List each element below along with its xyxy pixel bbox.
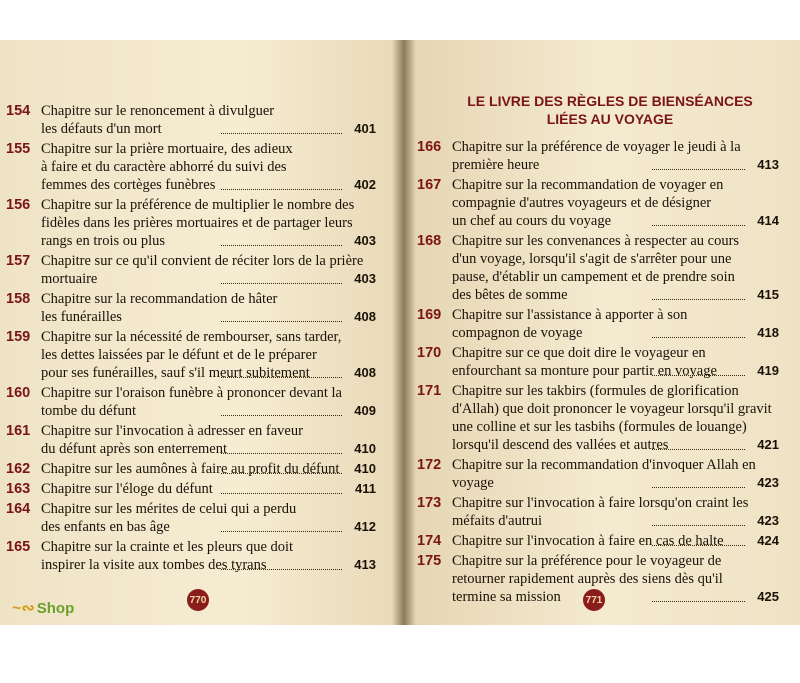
- entry-page-number: 425: [757, 589, 779, 604]
- entry-page-number: 413: [757, 157, 779, 172]
- entry-text-line: des bêtes de somme: [452, 287, 568, 303]
- entry-number: 163: [6, 481, 31, 497]
- entry-text-line: Chapitre sur l'invocation à faire en cas de halte: [452, 533, 724, 549]
- entry-page-number: 419: [757, 363, 779, 378]
- toc-entry: [6, 140, 376, 194]
- entry-page-number: 403: [354, 233, 376, 248]
- leader-dots: [221, 283, 342, 284]
- toc-entry: [6, 196, 376, 250]
- entry-text-line: Chapitre sur l'éloge du défunt: [41, 481, 213, 497]
- entry-number: 174: [417, 533, 442, 549]
- right-page: [405, 40, 800, 625]
- leader-dots: [652, 337, 745, 338]
- entry-number: 158: [6, 291, 31, 307]
- left-page: [0, 40, 400, 625]
- entry-text-line: des enfants en bas âge: [41, 519, 170, 535]
- leader-dots: [652, 225, 745, 226]
- entry-number: 164: [6, 501, 31, 517]
- entry-page-number: 402: [354, 177, 376, 192]
- entry-page-number: 408: [354, 309, 376, 324]
- entry-text-line: Chapitre sur la recommandation de voyager en: [452, 177, 724, 193]
- entry-text-line: femmes des cortèges funèbres: [41, 177, 216, 193]
- entry-page-number: 408: [354, 365, 376, 380]
- entry-page-number: 418: [757, 325, 779, 340]
- entry-number: 172: [417, 457, 442, 473]
- entry-text-line: Chapitre sur les mérites de celui qui a perdu: [41, 501, 297, 517]
- toc-entry: [6, 480, 376, 498]
- entry-text-line: Chapitre sur l'invocation à adresser en faveur: [41, 423, 303, 439]
- entry-text-line: première heure: [452, 157, 540, 173]
- toc-entry: [6, 422, 376, 458]
- entry-number: 154: [6, 103, 31, 119]
- toc-entry: [6, 538, 376, 574]
- leader-dots: [652, 601, 745, 602]
- leader-dots: [652, 169, 745, 170]
- toc-entry: [417, 344, 779, 380]
- toc-entry: [6, 460, 376, 478]
- entry-number: 166: [417, 139, 442, 155]
- entry-text-line: compagnon de voyage: [452, 325, 583, 341]
- entry-text-line: tombe du défunt: [41, 403, 137, 419]
- leader-dots: [221, 377, 342, 378]
- entry-page-number: 403: [354, 271, 376, 286]
- entry-text-line: Chapitre sur la préférence de multiplier le nombre des: [41, 197, 355, 213]
- toc-entry: [417, 456, 779, 492]
- toc-entry: [6, 290, 376, 326]
- toc-entry: [417, 306, 779, 342]
- folio-left: 770: [187, 589, 209, 611]
- entry-number: 156: [6, 197, 31, 213]
- leader-dots: [221, 569, 342, 570]
- entry-text-line: Chapitre sur les convenances à respecter au cours: [452, 233, 740, 249]
- entry-page-number: 423: [757, 513, 779, 528]
- entry-text-line: Chapitre sur le renoncement à divulguer: [41, 103, 275, 119]
- entry-page-number: 423: [757, 475, 779, 490]
- leader-dots: [652, 375, 745, 376]
- entry-page-number: 409: [354, 403, 376, 418]
- leader-dots: [221, 493, 342, 494]
- leader-dots: [221, 133, 342, 134]
- toc-entry: [417, 494, 779, 530]
- toc-entry: [417, 382, 779, 454]
- toc-entry: [6, 328, 376, 382]
- entry-text-line: retourner rapidement auprès des siens dès qu'il: [452, 571, 723, 587]
- entry-text-line: Chapitre sur la préférence de voyager le jeudi à la: [452, 139, 741, 155]
- leader-dots: [652, 525, 745, 526]
- entry-text-line: d'un voyage, lorsqu'il s'agit de s'arrêter pour une: [452, 251, 732, 267]
- section-heading: [445, 92, 775, 128]
- entry-number: 159: [6, 329, 31, 345]
- logo-text: Shop: [36, 600, 75, 617]
- book-spread: [0, 40, 800, 625]
- entry-text-line: Chapitre sur l'invocation à faire lorsqu'on craint les: [452, 495, 749, 511]
- toc-entry: [417, 232, 779, 304]
- entry-text-line: termine sa mission: [452, 589, 561, 605]
- entry-page-number: 421: [757, 437, 779, 452]
- entry-text-line: pour ses funérailles, sauf s'il meurt subitement: [41, 365, 310, 381]
- leader-dots: [221, 189, 342, 190]
- entry-page-number: 414: [757, 213, 779, 228]
- entry-text-line: Chapitre sur les aumônes à faire au profit du défunt: [41, 461, 340, 477]
- toc-entry: [6, 500, 376, 536]
- entry-number: 168: [417, 233, 442, 249]
- entry-text-line: lorsqu'il descend des vallées et autres: [452, 437, 669, 453]
- entry-text-line: voyage: [452, 475, 494, 491]
- entry-text-line: Chapitre sur la préférence pour le voyageur de: [452, 553, 722, 569]
- entry-text-line: les funérailles: [41, 309, 122, 325]
- entry-text-line: inspirer la visite aux tombes des tyrans: [41, 557, 267, 573]
- entry-page-number: 415: [757, 287, 779, 302]
- leader-dots: [221, 473, 342, 474]
- entry-number: 171: [417, 383, 442, 399]
- entry-page-number: 410: [354, 441, 376, 456]
- leader-dots: [221, 321, 342, 322]
- entry-number: 155: [6, 141, 31, 157]
- leader-dots: [221, 245, 342, 246]
- entry-number: 162: [6, 461, 31, 477]
- leader-dots: [221, 415, 342, 416]
- toc-entry: [417, 176, 779, 230]
- entry-text-line: rangs en trois ou plus: [41, 233, 166, 249]
- swirl-logo-icon: ~∾: [12, 600, 35, 617]
- entry-number: 160: [6, 385, 31, 401]
- entry-text-line: à faire et du caractère abhorré du suivi des: [41, 159, 287, 175]
- entry-page-number: 412: [354, 519, 376, 534]
- shop-logo: [12, 598, 74, 618]
- entry-text-line: Chapitre sur ce que doit dire le voyageur en: [452, 345, 706, 361]
- toc-entry: [417, 138, 779, 174]
- leader-dots: [221, 531, 342, 532]
- leader-dots: [652, 299, 745, 300]
- leader-dots: [652, 545, 745, 546]
- entry-number: 165: [6, 539, 31, 555]
- entry-number: 175: [417, 553, 442, 569]
- entry-text-line: pause, d'établir un campement et de prendre soin: [452, 269, 735, 285]
- entry-page-number: 411: [355, 481, 376, 496]
- folio-right: 771: [583, 589, 605, 611]
- entry-number: 167: [417, 177, 442, 193]
- entry-text-line: Chapitre sur ce qu'il convient de réciter lors de la prière: [41, 253, 364, 269]
- heading-line-1: LE LIVRE DES RÈGLES DE BIENSÉANCES: [467, 93, 753, 109]
- entry-text-line: mortuaire: [41, 271, 98, 287]
- leader-dots: [221, 453, 342, 454]
- entry-page-number: 410: [354, 461, 376, 476]
- entry-text-line: d'Allah) que doit prononcer le voyageur lorsqu'il gravit: [452, 401, 772, 417]
- entry-page-number: 424: [757, 533, 779, 548]
- leader-dots: [652, 487, 745, 488]
- entry-text-line: Chapitre sur la recommandation d'invoquer Allah en: [452, 457, 756, 473]
- entry-page-number: 413: [354, 557, 376, 572]
- entry-text-line: les défauts d'un mort: [41, 121, 162, 137]
- toc-entry: [6, 384, 376, 420]
- entry-page-number: 401: [354, 121, 376, 136]
- entry-text-line: Chapitre sur la crainte et les pleurs que doit: [41, 539, 294, 555]
- toc-entry: [6, 252, 376, 288]
- entry-text-line: méfaits d'autrui: [452, 513, 542, 529]
- entry-text-line: Chapitre sur la prière mortuaire, des adieux: [41, 141, 293, 157]
- toc-entry: [6, 102, 376, 138]
- entry-text-line: Chapitre sur l'assistance à apporter à son: [452, 307, 688, 323]
- entry-text-line: Chapitre sur l'oraison funèbre à prononcer devant la: [41, 385, 342, 401]
- entry-text-line: une colline et sur les tasbihs (formules de louange): [452, 419, 747, 435]
- leader-dots: [652, 449, 745, 450]
- entry-text-line: Chapitre sur la nécessité de rembourser, sans tarder,: [41, 329, 342, 345]
- heading-line-2: LIÉES AU VOYAGE: [546, 111, 674, 127]
- entry-text-line: Chapitre sur la recommandation de hâter: [41, 291, 278, 307]
- entry-text-line: Chapitre sur les takbirs (formules de glorification: [452, 383, 739, 399]
- entry-text-line: les dettes laissées par le défunt et de le préparer: [41, 347, 317, 363]
- entry-number: 161: [6, 423, 31, 439]
- entry-number: 173: [417, 495, 442, 511]
- entry-number: 157: [6, 253, 31, 269]
- entry-number: 170: [417, 345, 442, 361]
- entry-text-line: compagnie d'autres voyageurs et de désigner: [452, 195, 712, 211]
- entry-text-line: du défunt après son enterrement: [41, 441, 228, 457]
- entry-text-line: enfourchant sa monture pour partir en voyage: [452, 363, 717, 379]
- entry-number: 169: [417, 307, 442, 323]
- toc-entry: [417, 532, 779, 550]
- entry-text-line: un chef au cours du voyage: [452, 213, 612, 229]
- entry-text-line: fidèles dans les prières mortuaires et de partager leurs: [41, 215, 353, 231]
